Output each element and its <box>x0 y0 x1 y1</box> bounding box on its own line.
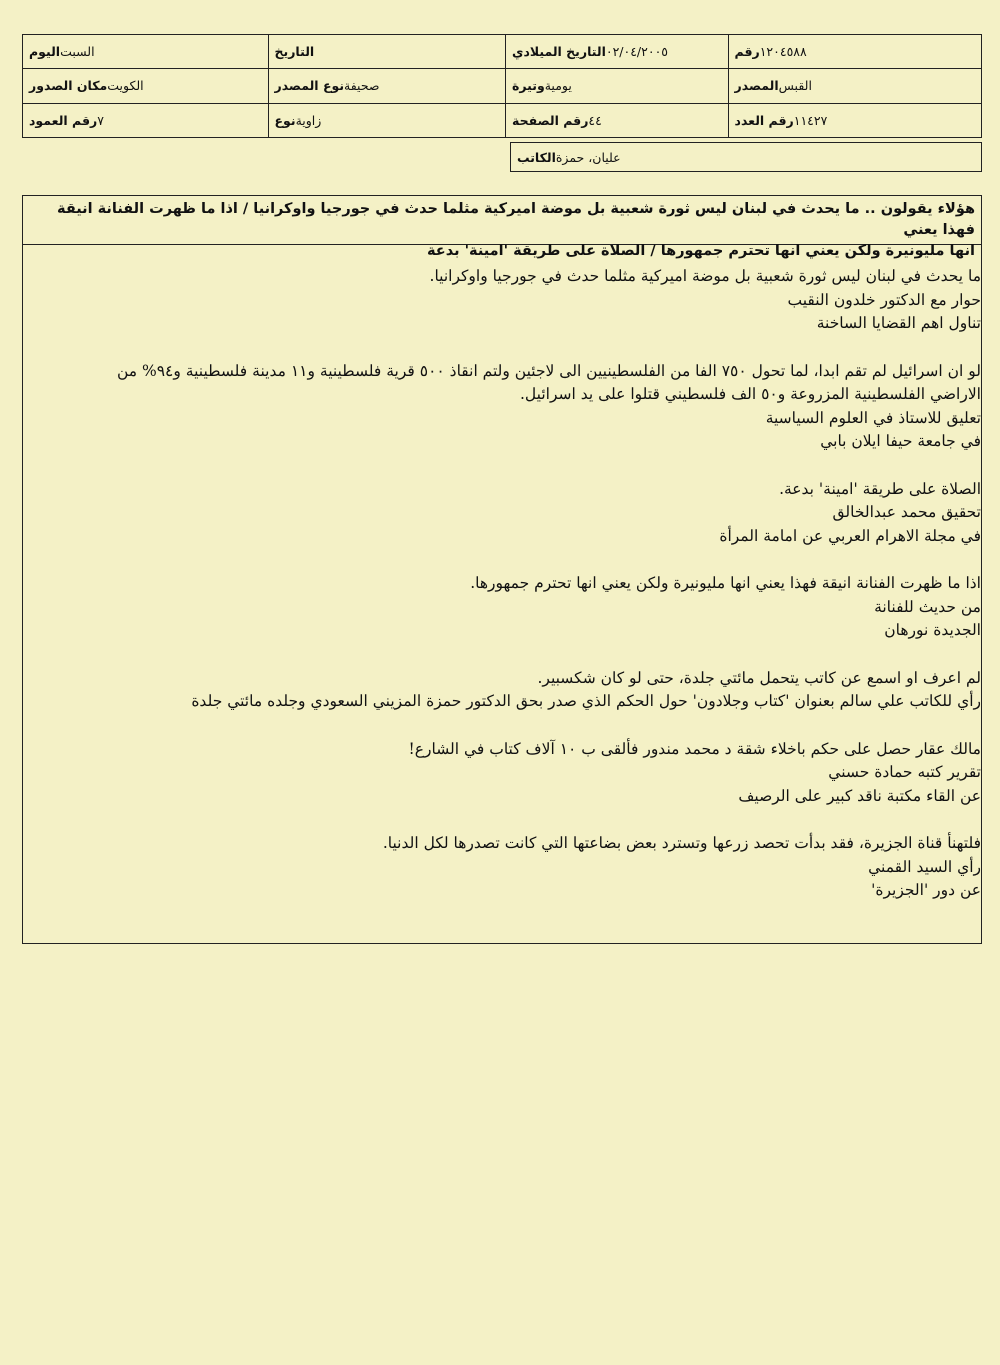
text-line: عن دور 'الجزيرة' <box>871 881 981 899</box>
page-label: رقم الصفحة <box>512 112 589 128</box>
column-value: ٧ <box>97 112 104 128</box>
text-line: تناول اهم القضايا الساخنة <box>816 314 981 332</box>
gregorian-label: التاريخ الميلادي <box>512 44 606 60</box>
paragraph <box>23 572 981 643</box>
paragraph <box>23 265 981 336</box>
text-line: رأي للكاتب علي سالم بعنوان 'كتاب وجلادون' حول الحكم الذي صدر بحق الدكتور حمزة المزيني السعودي وجلده مائتي جلدة <box>191 692 981 710</box>
type-label: نوع <box>274 112 296 128</box>
text-line: تقرير كتبه حمادة حسني <box>828 763 981 781</box>
source-type-cell <box>269 68 506 102</box>
day-cell <box>23 35 267 68</box>
paragraph <box>23 360 981 454</box>
metadata-column-2 <box>506 35 729 137</box>
source-label: المصدر <box>734 78 779 94</box>
date-label: التاريخ <box>274 44 315 60</box>
source-type-label: نوع المصدر <box>274 78 345 94</box>
place-cell <box>23 68 267 102</box>
text-line: من حديث للفنانة <box>874 597 981 616</box>
source-value: القبس <box>778 78 812 94</box>
paragraph <box>23 478 981 549</box>
text-line: الصلاة على طريقة 'امينة' بدعة. <box>779 479 981 498</box>
writer-value: عليان، حمزة <box>555 149 621 165</box>
text-line: تحقيق محمد عبدالخالق <box>832 503 981 521</box>
article-body <box>22 245 982 944</box>
headline-line-1: هؤلاء يقولون .. ما يحدث في لبنان ليس ثورة شعبية بل موضة اميركية مثلما حدث في جورجيا واوكرانيا / اذا ما ظهرت الفنانة انيقة فهذا يعني <box>57 201 975 238</box>
day-label: اليوم <box>29 44 61 60</box>
text-line: في جامعة حيفا ايلان بابي <box>820 432 981 450</box>
metadata-column-3 <box>269 35 507 137</box>
number-cell <box>729 35 981 68</box>
text-line: رأي السيد القمني <box>868 857 981 876</box>
gregorian-value: ٠٢/٠٤/٢٠٠٥ <box>605 44 668 60</box>
text-line: لم اعرف او اسمع عن كاتب يتحمل مائتي جلدة، حتى لو كان شكسبير. <box>537 668 981 687</box>
metadata-table <box>22 34 982 138</box>
paragraph <box>23 738 981 809</box>
column-cell <box>23 103 267 137</box>
text-line: حوار مع الدكتور خلدون النقيب <box>787 290 981 309</box>
text-line: اذا ما ظهرت الفنانة انيقة فهذا يعني انها مليونيرة ولكن يعني انها تحترم جمهورها. <box>470 574 981 592</box>
text-line: عن القاء مكتبة ناقد كبير على الرصيف <box>738 786 981 805</box>
text-line: الجديدة نورهان <box>884 621 981 639</box>
text-line: مالك عقار حصل على حكم باخلاء شقة د محمد مندور فألقى ب ١٠ آلاف كتاب في الشارع! <box>408 739 981 758</box>
number-label: رقم <box>734 44 760 60</box>
issue-cell <box>729 103 981 137</box>
paragraph <box>23 667 981 714</box>
text-line: ما يحدث في لبنان ليس ثورة شعبية بل موضة اميركية مثلما حدث في جورجيا واوكرانيا. <box>429 267 981 285</box>
page-cell <box>506 103 728 137</box>
text-line: تعليق للاستاذ في العلوم السياسية <box>765 408 981 427</box>
text-line: الاراضي الفلسطينية المزروعة و٥٠ الف فلسطيني قتلوا على يد اسرائيل. <box>520 385 981 403</box>
frequency-label: وتيرة <box>512 78 545 94</box>
issue-label: رقم العدد <box>734 112 794 128</box>
source-type-value: صحيفة <box>344 78 380 94</box>
column-label: رقم العمود <box>29 112 98 128</box>
metadata-column-1 <box>729 35 981 137</box>
type-cell <box>269 103 506 137</box>
type-value: زاوية <box>295 112 322 128</box>
day-value: السبت <box>60 44 95 60</box>
headline-line-2: انها مليونيرة ولكن يعني انها تحترم جمهورها / الصلاة على طريقة 'امينة' بدعة <box>427 243 975 259</box>
paragraph <box>23 832 981 903</box>
frequency-cell <box>506 68 728 102</box>
date-cell <box>269 35 506 68</box>
place-value: الكويت <box>107 78 144 94</box>
number-value: ١٢٠٤٥٨٨ <box>759 44 807 60</box>
gregorian-cell <box>506 35 728 68</box>
page-value: ٤٤ <box>588 112 602 128</box>
source-cell <box>729 68 981 102</box>
frequency-value: يومية <box>544 78 572 94</box>
text-line: فلتهنأ قناة الجزيرة، فقد بدأت تحصد زرعها وتسترد بعض بضاعتها التي كانت تصدرها لكل الدنيا. <box>382 834 981 852</box>
place-label: مكان الصدور <box>29 78 108 94</box>
metadata-column-4 <box>23 35 268 137</box>
text-line: في مجلة الاهرام العربي عن امامة المرأة <box>719 526 981 545</box>
writer-label: الكاتب <box>517 149 556 165</box>
headline-box <box>22 195 982 259</box>
issue-value: ١١٤٢٧ <box>793 112 828 128</box>
text-line: لو ان اسرائيل لم تقم ابدا، لما تحول ٧٥٠ الفا من الفلسطينيين الى لاجئين ولتم انقاذ ٥٠٠ قرية فلسطينية و١١ مدينة فلسطينية و٩٤% من <box>116 361 981 380</box>
writer-box <box>510 142 982 172</box>
